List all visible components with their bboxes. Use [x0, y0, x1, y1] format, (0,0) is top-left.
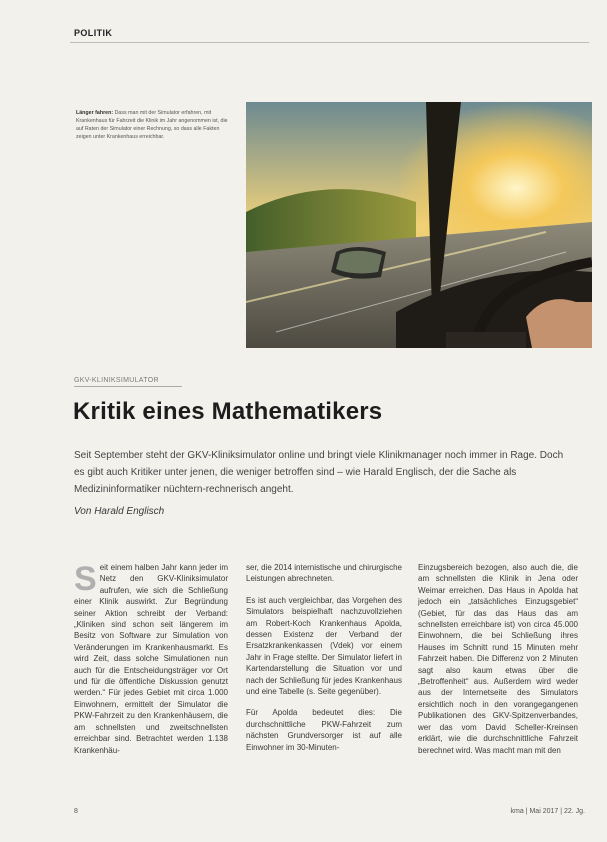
caption-text: Dass man mit der Simulator erfahren, mit Krankenhaus für Fahrzeit die Klinik im Jahr angenommen ist, die auf Raten der Simulator einer Rechnung, so dass alle Fakten zeigen unter Krankenhaus erreichbar. — [76, 110, 228, 140]
caption-lead: Länger fahren: — [76, 110, 114, 116]
car-interior-photo — [246, 102, 592, 348]
column-1-text: eit einem halben Jahr kann jeder im Netz den GKV-Kliniksimulator aufrufen, wie sich die Schließung einer Klinik auswirkt. Zur Begründung seiner Aktion schreibt der Verband: „Kliniken sind schon seit längerem im Besitz von Software zur Simulation von Veränderungen im Krankenhausmarkt. Es wird Zeit, dass solche Simulationen nun auch für die Entscheidungsträger vor Ort und für die öffentliche Diskussion genutzt werden.“ Für jedes Gebiet mit circa 1.000 Einwohnern, ermittelt der Simulator die PKW-Fahrzeit zu den Krankenhäusern, die am schnellsten und zweitschnellsten erreichbar sind. Betrachtet werden 1.138 Krankenhäu- — [74, 563, 228, 755]
text-column-1 — [74, 562, 228, 798]
photo-illustration — [246, 102, 592, 348]
article-title: Kritik eines Mathematikers — [73, 398, 383, 425]
column-3-text: Einzugsbereich bezogen, also auch die, die am schnellsten die Klinik in Jena oder Weimar erreichen. Das Haus in Apolda hat jedoch ein „tatsächliches Einzugsgebiet“ (Gebiet, für das das Haus das am schnellsten erreichbare ist) von circa 45.000 Einwohnern, die bei Schließung ihres Hauses im Schnitt rund 15 Minuten mehr Fahrzeit haben. Die Differenz von 2 Minuten sagt also kaum etwas über die „Betroffenheit“ aus. Außerdem wird weder aus der Internetseite des Simulators ersichtlich noch in den vorangegangenen Publikationen des GKV-Spitzenverbandes, wer das vom David Scheller-Kreinsen erklärt, wie die durchschnittliche Fahrzeit berechnet wird. Was macht man mit den — [418, 563, 578, 755]
text-column-3 — [418, 562, 578, 798]
article-byline: Von Harald Englisch — [74, 506, 165, 517]
text-column-2 — [246, 562, 402, 798]
drop-cap: S — [74, 562, 97, 598]
issue-info: kma | Mai 2017 | 22. Jg. — [510, 808, 585, 815]
section-label: POLITIK — [74, 28, 113, 38]
column-2-paragraph-2: Es ist auch vergleichbar, das Vorgehen des Simulators beispielhaft nachzuvollziehen am Robert-Koch Krankenhaus Apolda, dessen Existenz der Verband der Ersatzkrankenkassen (Vdek) vor einem Jahr in Frage stellte. Der Simulator liefert in Kartendarstellung die Situation vor und nach der Schließung für jedes Krankenhaus und eine Tabelle (s. Seite gegenüber). — [246, 595, 402, 697]
header-divider — [70, 42, 589, 43]
photo-caption — [76, 109, 236, 141]
column-2-paragraph-1: ser, die 2014 internistische und chirurgische Leistungen abrechneten. — [246, 563, 402, 584]
article-kicker: GKV-KLINIKSIMULATOR — [74, 377, 159, 384]
column-2-paragraph-3: Für Apolda bedeutet dies: Die durchschnittliche PKW-Fahrzeit zum nächsten Grundversorger ist auf alle Einwohner im 30-Minuten- — [246, 708, 402, 752]
kicker-underline — [74, 386, 182, 387]
page-number: 8 — [74, 808, 78, 815]
article-lead: Seit September steht der GKV-Kliniksimulator online und bringt viele Klinikmanager noch immer in Rage. Doch es gibt auch Kritiker unter jenen, die weniger betroffen sind – wie Harald Englisch, der die Sache als Medizininformatiker nüchtern-rechnerisch angeht. — [74, 450, 564, 495]
